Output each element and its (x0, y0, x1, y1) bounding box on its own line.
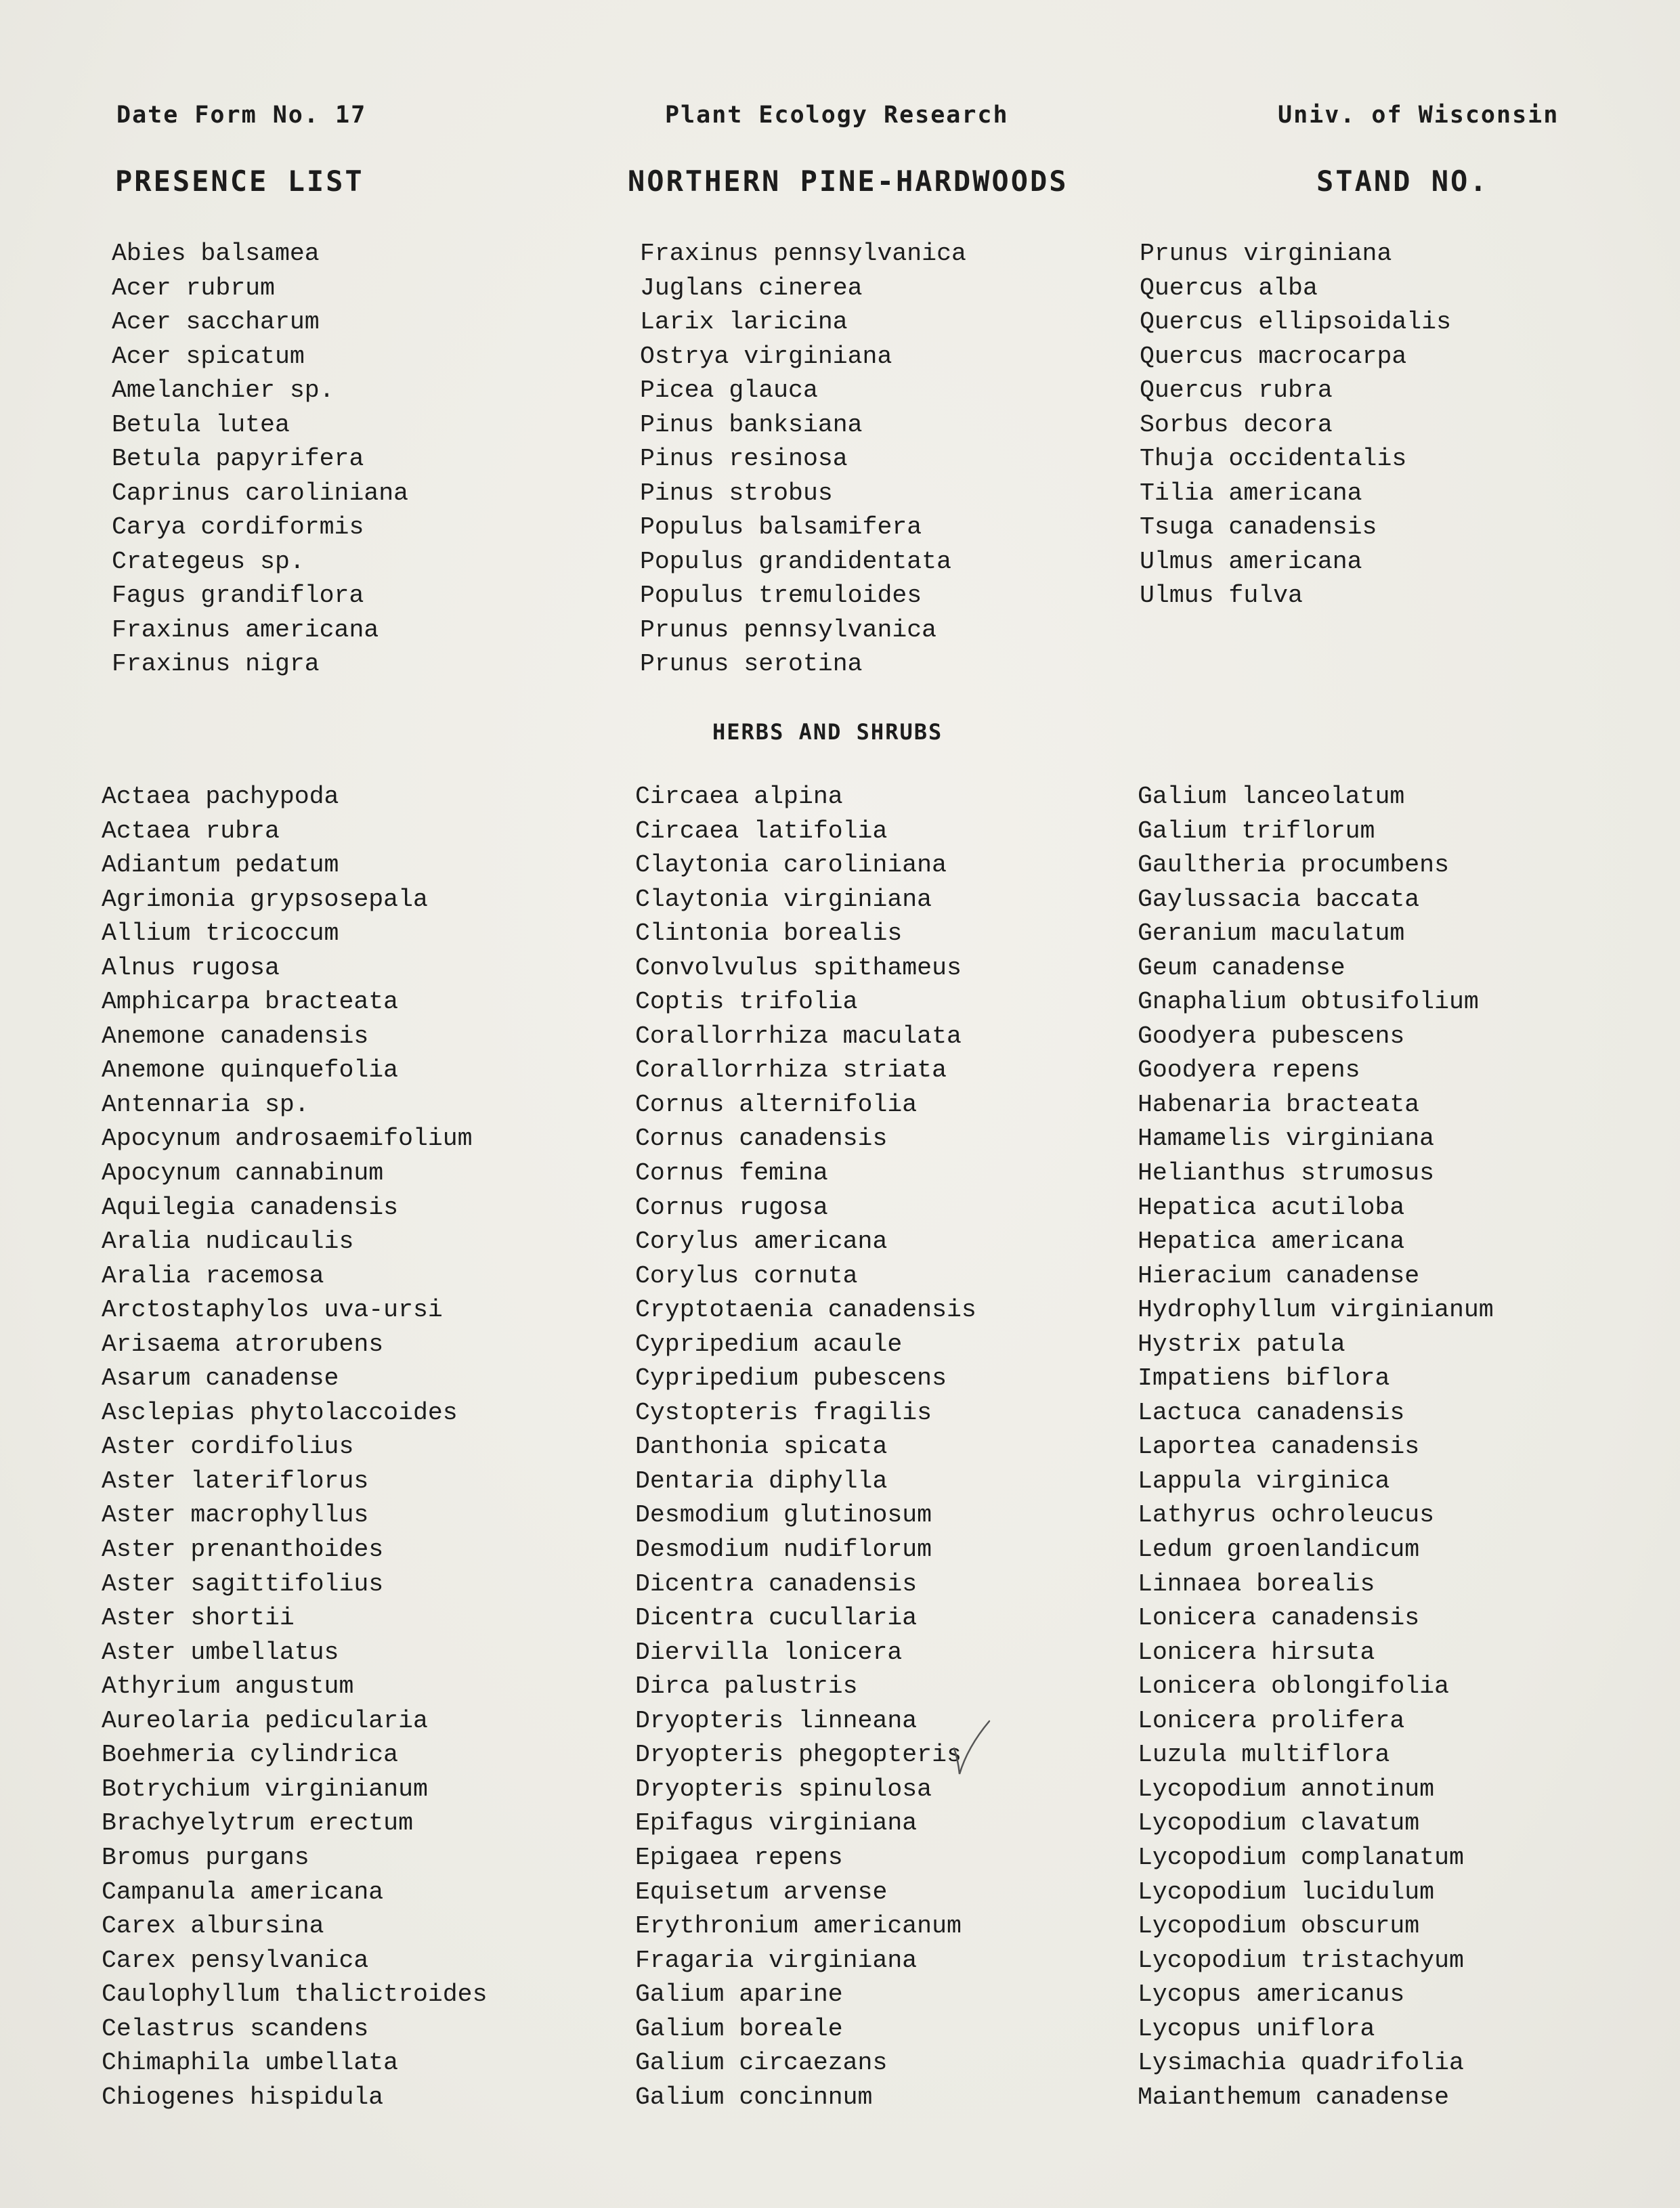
species-name: Clintonia borealis (635, 919, 903, 948)
species-name: Populus tremuloides (640, 582, 922, 609)
species-name: Dryopteris spinulosa (635, 1775, 932, 1803)
species-name: Sorbus decora (1140, 410, 1333, 439)
species-name: Lycopodium complanatum (1138, 1843, 1464, 1871)
species-name: Acer spicatum (112, 342, 305, 370)
species-name: Alnus rugosa (102, 953, 280, 982)
species-name: Desmodium glutinosum (635, 1501, 932, 1530)
species-name: Pinus resinosa (640, 445, 848, 473)
species-name: Populus grandidentata (640, 547, 951, 576)
species-name: Lycopodium clavatum (1138, 1809, 1420, 1838)
species-name: Carya cordiformis (112, 513, 364, 541)
species-name: Apocynum androsaemifolium (102, 1125, 473, 1153)
species-name: Brachyelytrum erectum (102, 1809, 413, 1838)
species-name: Quercus alba (1140, 274, 1318, 302)
species-name: Dryopteris phegopteris (635, 1741, 962, 1769)
species-name: Lycopus americanus (1138, 1980, 1405, 2009)
species-name: Ledum groenlandicum (1138, 1536, 1420, 1564)
species-name: Corallorrhiza maculata (635, 1022, 962, 1050)
community-title: NORTHERN PINE-HARDWOODS (628, 165, 1069, 198)
species-name: Cornus femina (635, 1159, 828, 1188)
species-name: Acer rubrum (112, 274, 275, 302)
species-name: Dirca palustris (635, 1672, 858, 1701)
species-name: Quercus ellipsoidalis (1140, 308, 1451, 336)
species-name: Aster macrophyllus (102, 1501, 369, 1530)
species-name: Convolvulus spithameus (635, 953, 962, 982)
species-name: Aster shortii (102, 1604, 295, 1632)
species-name: Quercus macrocarpa (1140, 342, 1407, 370)
herb-list-column-2 (635, 780, 976, 2115)
species-name: Lycopodium obscurum (1138, 1912, 1420, 1941)
species-name: Caulophyllum thalictroides (102, 1980, 488, 2009)
species-name: Hamamelis virginiana (1138, 1125, 1435, 1153)
herbs-shrubs-heading: HERBS AND SHRUBS (712, 719, 943, 745)
species-name: Agrimonia grypsosepala (102, 885, 428, 913)
species-name: Galium concinnum (635, 2083, 873, 2111)
species-name: Carex albursina (102, 1912, 324, 1941)
species-name: Acer saccharum (112, 308, 320, 336)
species-name: Claytonia caroliniana (635, 851, 947, 880)
species-name: Arctostaphylos uva-ursi (102, 1296, 443, 1324)
species-name: Cornus canadensis (635, 1125, 888, 1153)
species-name: Betula lutea (112, 410, 290, 439)
species-name: Galium lanceolatum (1138, 783, 1405, 810)
species-name: Chiogenes hispidula (102, 2083, 384, 2111)
species-name: Aster sagittifolius (102, 1570, 384, 1598)
species-name: Lathyrus ochroleucus (1138, 1501, 1435, 1530)
species-name: Lycopus uniflora (1138, 2014, 1375, 2043)
species-name: Aquilegia canadensis (102, 1193, 399, 1221)
species-name: Goodyera pubescens (1138, 1022, 1405, 1050)
species-name: Luzula multiflora (1138, 1741, 1390, 1769)
species-name: Tilia americana (1140, 479, 1362, 507)
species-name: Ostrya virginiana (640, 342, 892, 370)
species-name: Antennaria sp. (102, 1090, 309, 1119)
species-name: Bromus purgans (102, 1843, 309, 1871)
species-name: Aster umbellatus (102, 1638, 339, 1666)
species-name: Cypripedium pubescens (635, 1364, 947, 1393)
form-number: Date Form No. 17 (116, 102, 367, 129)
species-name: Prunus virginiana (1140, 240, 1392, 267)
species-name: Tsuga canadensis (1140, 513, 1377, 541)
species-name: Abies balsamea (112, 240, 320, 267)
species-name: Lonicera oblongifolia (1138, 1672, 1449, 1701)
species-name: Aralia racemosa (102, 1261, 324, 1290)
species-name: Adiantum pedatum (102, 851, 339, 880)
species-name: Dentaria diphylla (635, 1467, 888, 1495)
species-name: Lonicera canadensis (1138, 1604, 1420, 1632)
species-name: Prunus serotina (640, 650, 863, 678)
species-name: Boehmeria cylindrica (102, 1741, 399, 1769)
handwritten-checkmark-icon (951, 1720, 992, 1781)
species-name: Epifagus virginiana (635, 1809, 918, 1838)
species-name: Lysimachia quadrifolia (1138, 2049, 1464, 2077)
species-name: Circaea alpina (635, 783, 843, 810)
species-name: Hepatica acutiloba (1138, 1193, 1405, 1221)
species-name: Fraxinus pennsylvanica (640, 240, 966, 267)
university-name: Univ. of Wisconsin (1278, 102, 1559, 129)
species-name: Pinus strobus (640, 479, 833, 507)
species-name: Helianthus strumosus (1138, 1159, 1435, 1188)
species-name: Diervilla lonicera (635, 1638, 903, 1666)
species-name: Hystrix patula (1138, 1330, 1345, 1358)
species-name: Celastrus scandens (102, 2014, 369, 2043)
herb-list-column-3 (1138, 780, 1494, 2115)
species-name: Actaea rubra (102, 817, 280, 845)
tree-list-column-1 (112, 237, 408, 682)
species-name: Goodyera repens (1138, 1056, 1360, 1085)
species-name: Carex pensylvanica (102, 1946, 369, 1974)
species-name: Dicentra canadensis (635, 1570, 918, 1598)
species-name: Claytonia virginiana (635, 885, 932, 913)
species-name: Asclepias phytolaccoides (102, 1398, 458, 1427)
species-name: Geum canadense (1138, 953, 1345, 982)
tree-list-column-2 (640, 237, 966, 682)
species-name: Aureolaria pedicularia (102, 1706, 428, 1735)
species-name: Prunus pennsylvanica (640, 615, 937, 644)
species-name: Aster cordifolius (102, 1433, 354, 1461)
species-name: Cypripedium acaule (635, 1330, 903, 1358)
species-name: Lonicera prolifera (1138, 1706, 1405, 1735)
species-name: Ulmus fulva (1140, 582, 1303, 609)
species-name: Epigaea repens (635, 1843, 843, 1871)
species-name: Athyrium angustum (102, 1672, 354, 1701)
species-name: Anemone quinquefolia (102, 1056, 399, 1085)
species-name: Botrychium virginianum (102, 1775, 428, 1803)
species-name: Galium circaezans (635, 2049, 888, 2077)
species-name: Hydrophyllum virginianum (1138, 1296, 1494, 1324)
species-name: Fagus grandiflora (112, 582, 364, 609)
species-name: Crategeus sp. (112, 547, 305, 576)
species-name: Maianthemum canadense (1138, 2083, 1449, 2111)
species-name: Lycopodium annotinum (1138, 1775, 1435, 1803)
species-name: Betula papyrifera (112, 445, 364, 473)
species-name: Erythronium americanum (635, 1912, 962, 1941)
species-name: Aster prenanthoides (102, 1536, 384, 1564)
species-name: Cryptotaenia canadensis (635, 1296, 976, 1324)
species-name: Fragaria virginiana (635, 1946, 918, 1974)
species-name: Ulmus americana (1140, 547, 1362, 576)
species-name: Laportea canadensis (1138, 1433, 1420, 1461)
species-name: Larix laricina (640, 308, 848, 336)
species-name: Hepatica americana (1138, 1228, 1405, 1256)
species-name: Actaea pachypoda (102, 783, 339, 810)
species-name: Lycopodium tristachyum (1138, 1946, 1464, 1974)
species-name: Galium boreale (635, 2014, 843, 2043)
species-name: Corylus cornuta (635, 1261, 858, 1290)
species-name: Lonicera hirsuta (1138, 1638, 1375, 1666)
species-name: Amelanchier sp. (112, 376, 335, 404)
species-name: Lactuca canadensis (1138, 1398, 1405, 1427)
species-name: Galium triflorum (1138, 817, 1375, 845)
species-name: Cystopteris fragilis (635, 1398, 932, 1427)
species-name: Habenaria bracteata (1138, 1090, 1420, 1119)
species-name: Desmodium nudiflorum (635, 1536, 932, 1564)
species-name: Gaylussacia baccata (1138, 885, 1420, 913)
species-name: Caprinus caroliniana (112, 479, 409, 507)
species-name: Aster lateriflorus (102, 1467, 369, 1495)
stand-number-label: STAND NO. (1316, 165, 1489, 198)
tree-list-column-3 (1140, 237, 1451, 613)
species-name: Fraxinus americana (112, 615, 379, 644)
species-name: Hieracium canadense (1138, 1261, 1420, 1290)
organization-name: Plant Ecology Research (665, 102, 1009, 129)
species-name: Amphicarpa bracteata (102, 988, 399, 1016)
species-name: Circaea latifolia (635, 817, 888, 845)
species-name: Linnaea borealis (1138, 1570, 1375, 1598)
species-name: Pinus banksiana (640, 410, 863, 439)
species-name: Anemone canadensis (102, 1022, 369, 1050)
presence-list-title: PRESENCE LIST (115, 165, 364, 198)
species-name: Campanula americana (102, 1878, 384, 1906)
species-name: Geranium maculatum (1138, 919, 1405, 948)
species-name: Impatiens biflora (1138, 1364, 1390, 1393)
species-name: Allium tricoccum (102, 919, 339, 948)
species-name: Juglans cinerea (640, 274, 863, 302)
species-name: Corylus americana (635, 1228, 888, 1256)
species-name: Cornus rugosa (635, 1193, 828, 1221)
species-name: Apocynum cannabinum (102, 1159, 384, 1188)
species-name: Dryopteris linneana (635, 1706, 918, 1735)
species-name: Cornus alternifolia (635, 1090, 918, 1119)
species-name: Lappula virginica (1138, 1467, 1390, 1495)
species-name: Corallorrhiza striata (635, 1056, 947, 1085)
species-name: Dicentra cucullaria (635, 1604, 918, 1632)
species-name: Lycopodium lucidulum (1138, 1878, 1435, 1906)
species-name: Coptis trifolia (635, 988, 858, 1016)
species-name: Equisetum arvense (635, 1878, 888, 1906)
species-name: Thuja occidentalis (1140, 445, 1407, 473)
species-name: Arisaema atrorubens (102, 1330, 384, 1358)
species-name: Fraxinus nigra (112, 650, 320, 678)
species-name: Galium aparine (635, 1980, 843, 2009)
species-name: Picea glauca (640, 376, 818, 404)
species-name: Aralia nudicaulis (102, 1228, 354, 1256)
species-name: Danthonia spicata (635, 1433, 888, 1461)
species-name: Quercus rubra (1140, 376, 1333, 404)
species-name: Gnaphalium obtusifolium (1138, 988, 1479, 1016)
species-name: Asarum canadense (102, 1364, 339, 1393)
herb-list-column-1 (102, 780, 488, 2115)
species-name: Gaultheria procumbens (1138, 851, 1449, 880)
species-name: Populus balsamifera (640, 513, 922, 541)
species-name: Chimaphila umbellata (102, 2049, 399, 2077)
